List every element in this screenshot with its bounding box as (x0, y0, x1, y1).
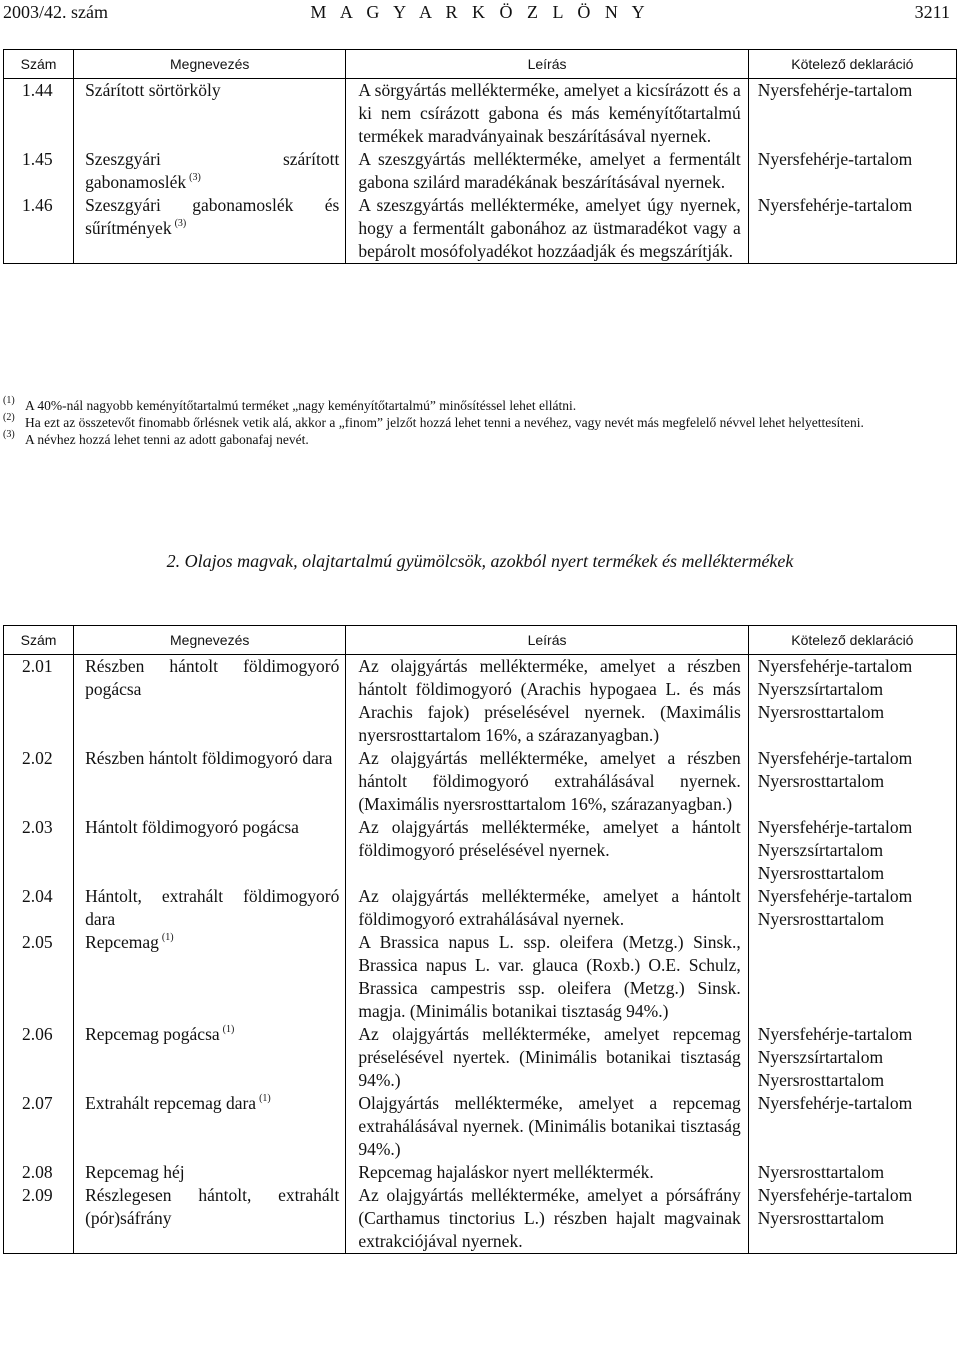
column-header-desc: Leírás (346, 50, 748, 79)
page-header (0, 2, 960, 30)
row-name: Részben hántolt földimogyoró dara (85, 748, 333, 768)
section-title: 2. Olajos magvak, olajtartalmú gyümölcsök, azokból nyert termékek és melléktermékek (166, 551, 794, 571)
declaration-item: Nyersrosttartalom (757, 702, 885, 722)
declaration-item: Nyersfehérje-tartalom (757, 748, 913, 768)
row-name-cell (74, 79, 346, 149)
declaration-item: Nyersrosttartalom (757, 909, 885, 929)
row-name: Hántolt földimogyoró pogácsa (85, 817, 299, 837)
row-description: Az olajgyártás mellékterméke, amelyet a hántolt földimogyoró extrahálásával nyernek. (346, 885, 748, 931)
row-name-cell (74, 1161, 346, 1184)
footnote (3, 397, 957, 414)
declaration-item: Nyersrosttartalom (757, 1208, 885, 1228)
row-name: Részlegesen hántolt, extrahált (pór)sáfrány (85, 1185, 340, 1228)
row-name: Szeszgyári gabonamoslék és sűrítmények (85, 195, 340, 238)
row-name: Repcemag pogácsa (85, 1024, 220, 1044)
declaration-item: Nyersfehérje-tartalom (757, 149, 913, 169)
declaration-item: Nyersfehérje-tartalom (757, 656, 913, 676)
row-description: Az olajgyártás mellékterméke, amelyet a hántolt földimogyoró préselésével nyernek. (346, 816, 748, 885)
row-description: A szeszgyártás mellékterméke, amelyet úgy nyernek, hogy a fermentált gabonához az üstmaradékot vagy a bepárolt mosófolyadékot hozzáadják és megszárítják. (346, 194, 748, 264)
row-declaration-cell (748, 885, 956, 931)
row-name-cell (74, 931, 346, 1023)
declaration-item: Nyersfehérje-tartalom (757, 1024, 913, 1044)
declaration-item: Nyersrosttartalom (757, 771, 885, 791)
column-header-name: Megnevezés (74, 626, 346, 655)
table-row (4, 816, 957, 885)
table-header-row (4, 50, 957, 79)
table-row (4, 1092, 957, 1161)
column-header-num: Szám (4, 50, 74, 79)
table-row (4, 885, 957, 931)
table-row (4, 1023, 957, 1092)
row-name: Szárított sörtörköly (85, 80, 221, 100)
footnote-ref: (1) (161, 932, 174, 943)
row-declaration-cell (748, 931, 956, 1023)
journal-title: M A G Y A R K Ö Z L Ö N Y (310, 2, 650, 22)
row-name: Extrahált repcemag dara (85, 1093, 257, 1113)
footnote-ref: (3) (189, 172, 201, 183)
feed-table-1 (3, 49, 957, 264)
row-number: 1.44 (4, 79, 74, 149)
row-name-cell (74, 1092, 346, 1161)
row-declaration-cell (748, 816, 956, 885)
row-declaration-cell (748, 79, 956, 149)
footnote-ref: (1) (222, 1024, 235, 1035)
feed-table-2 (3, 625, 957, 1254)
declaration-item: Nyersfehérje-tartalom (757, 80, 913, 100)
footnote-mark: (3) (3, 429, 15, 440)
row-declaration-cell (748, 194, 956, 264)
column-header-decl: Kötelező deklaráció (748, 50, 956, 79)
declaration-item: Nyersfehérje-tartalom (757, 1185, 913, 1205)
row-name: Repcemag héj (85, 1162, 185, 1182)
row-number: 2.01 (4, 655, 74, 748)
row-name-cell (74, 885, 346, 931)
row-description: A szeszgyártás mellékterméke, amelyet a fermentált gabona szilárd maradékának beszárításával nyernek. (346, 148, 748, 194)
table-row (4, 747, 957, 816)
row-description: Az olajgyártás mellékterméke, amelyet a pórsáfrány (Carthamus tinctorius L.) részben hajalt magvainak extrakciójával nyernek. (346, 1184, 748, 1254)
declaration-item: Nyerszsírtartalom (757, 840, 884, 860)
row-number: 2.08 (4, 1161, 74, 1184)
footnote-text: A 40%-nál nagyobb keményítőtartalmú terméket „nagy keményítőtartalmú” minősítéssel lehet ellátni. (25, 398, 577, 413)
row-declaration-cell (748, 655, 956, 748)
row-number: 2.05 (4, 931, 74, 1023)
row-description: Az olajgyártás mellékterméke, amelyet repcemag préselésével nyertek. (Minimális botanikai tisztaság 94%.) (346, 1023, 748, 1092)
row-description: Olajgyártás mellékterméke, amelyet a repcemag extrahálásával nyernek. (Minimális botanikai tisztaság 94%.) (346, 1092, 748, 1161)
row-number: 1.45 (4, 148, 74, 194)
row-declaration-cell (748, 1184, 956, 1254)
table-row (4, 1161, 957, 1184)
column-header-name: Megnevezés (74, 50, 346, 79)
table-row (4, 148, 957, 194)
declaration-item: Nyersrosttartalom (757, 1162, 885, 1182)
row-name-cell (74, 816, 346, 885)
table-row (4, 655, 957, 748)
row-description: A Brassica napus L. ssp. oleifera (Metzg.) Sinsk., Brassica napus L. var. glauca (Roxb.) O.E. Schulz, Brassica campestris ssp. oleifera (Metzg.) Sinsk. magja. (Minimális botanikai tisztaság 94%.) (346, 931, 748, 1023)
footnote (3, 431, 957, 448)
row-name-cell (74, 655, 346, 748)
declaration-item: Nyersrosttartalom (757, 1070, 885, 1090)
issue-number: 2003/42. szám (3, 2, 108, 22)
row-name: Részben hántolt földimogyoró pogácsa (85, 656, 340, 699)
row-number: 2.06 (4, 1023, 74, 1092)
row-name: Repcemag (85, 932, 159, 952)
row-number: 2.09 (4, 1184, 74, 1254)
footnote-mark: (2) (3, 412, 15, 423)
row-description: Az olajgyártás mellékterméke, amelyet a részben hántolt földimogyoró extrahálásával nyernek. (Maximális nyersrosttartalom 16%, szárazanyagban.) (346, 747, 748, 816)
table-row (4, 1184, 957, 1254)
declaration-item: Nyerszsírtartalom (757, 679, 884, 699)
declaration-item: Nyersfehérje-tartalom (757, 886, 913, 906)
row-name-cell (74, 194, 346, 264)
row-number: 2.02 (4, 747, 74, 816)
column-header-decl: Kötelező deklaráció (748, 626, 956, 655)
footnote-ref: (1) (259, 1093, 271, 1104)
row-description: A sörgyártás mellékterméke, amelyet a kicsírázott és a ki nem csírázott gabona és más keményítőtartalmú termékek maradványainak beszárításával nyernek. (346, 79, 748, 149)
page-number: 3211 (914, 2, 950, 22)
row-description: Az olajgyártás mellékterméke, amelyet a részben hántolt földimogyoró (Arachis hypogaea L. és más Arachis fajok) préselésével nyernek. (Maximális nyersrosttartalom 16%, a szárazanyagban.) (346, 655, 748, 748)
row-name-cell (74, 148, 346, 194)
declaration-item: Nyersfehérje-tartalom (757, 1093, 913, 1113)
row-number: 2.07 (4, 1092, 74, 1161)
footnote-ref: (3) (174, 218, 187, 229)
row-name: Szeszgyári szárított gabonamoslék (85, 149, 340, 192)
row-number: 1.46 (4, 194, 74, 264)
footnote-text: Ha ezt az összetevőt finomabb őrlésnek vetik alá, akkor a „finom” jelzőt hozzá lehet tenni a nevéhez, vagy nevét más megfelelő névvel lehet helyettesíteni. (25, 415, 864, 430)
row-number: 2.04 (4, 885, 74, 931)
row-declaration-cell (748, 1092, 956, 1161)
declaration-item: Nyersfehérje-tartalom (757, 817, 913, 837)
row-declaration-cell (748, 747, 956, 816)
table-header-row (4, 626, 957, 655)
row-declaration-cell (748, 148, 956, 194)
table-row (4, 931, 957, 1023)
row-declaration-cell (748, 1161, 956, 1184)
table-row (4, 194, 957, 264)
column-header-num: Szám (4, 626, 74, 655)
footnote (3, 414, 957, 431)
row-name-cell (74, 747, 346, 816)
footnotes (3, 397, 957, 448)
row-declaration-cell (748, 1023, 956, 1092)
row-name-cell (74, 1184, 346, 1254)
row-name: Hántolt, extrahált földimogyoró dara (85, 886, 340, 929)
footnote-text: A névhez hozzá lehet tenni az adott gabonafaj nevét. (25, 432, 309, 447)
declaration-item: Nyersrosttartalom (757, 863, 885, 883)
footnote-mark: (1) (3, 395, 15, 406)
row-number: 2.03 (4, 816, 74, 885)
declaration-item: Nyerszsírtartalom (757, 1047, 884, 1067)
declaration-item: Nyersfehérje-tartalom (757, 195, 913, 215)
row-description: Repcemag hajaláskor nyert melléktermék. (346, 1161, 748, 1184)
table-row (4, 79, 957, 149)
row-name-cell (74, 1023, 346, 1092)
column-header-desc: Leírás (346, 626, 748, 655)
